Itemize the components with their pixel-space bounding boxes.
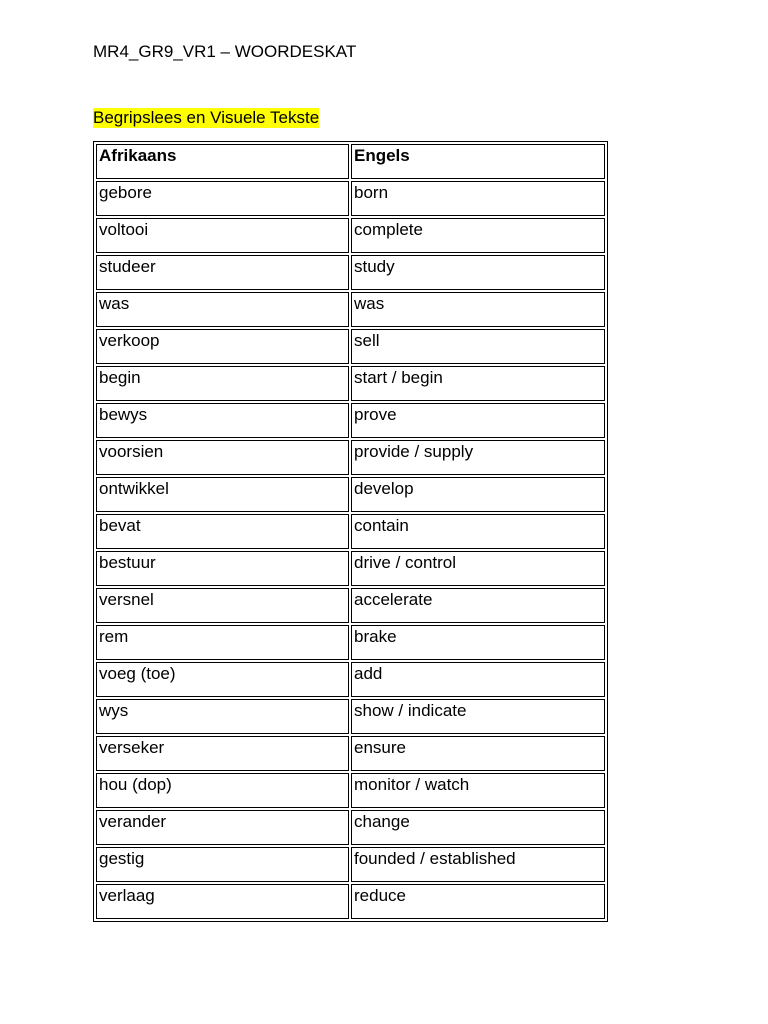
table-row (96, 514, 605, 549)
afrikaans-word: voltooi (96, 218, 349, 253)
afrikaans-word: verseker (96, 736, 349, 771)
table-row (96, 736, 605, 771)
header-engels: Engels (351, 144, 605, 179)
english-word: complete (351, 218, 605, 253)
afrikaans-word: rem (96, 625, 349, 660)
english-word: brake (351, 625, 605, 660)
english-word: start / begin (351, 366, 605, 401)
afrikaans-word: gebore (96, 181, 349, 216)
english-word: drive / control (351, 551, 605, 586)
afrikaans-word: verkoop (96, 329, 349, 364)
table-row (96, 625, 605, 660)
table-header-row (96, 144, 605, 179)
afrikaans-word: was (96, 292, 349, 327)
table-row (96, 181, 605, 216)
document-title: MR4_GR9_VR1 – WOORDESKAT (93, 42, 357, 61)
table-row (96, 255, 605, 290)
table-row (96, 403, 605, 438)
afrikaans-word: wys (96, 699, 349, 734)
afrikaans-word: verlaag (96, 884, 349, 919)
english-word: study (351, 255, 605, 290)
afrikaans-word: ontwikkel (96, 477, 349, 512)
afrikaans-word: gestig (96, 847, 349, 882)
section-heading-highlighted: Begripslees en Visuele Tekste (93, 108, 320, 127)
afrikaans-word: bevat (96, 514, 349, 549)
afrikaans-word: versnel (96, 588, 349, 623)
table-row (96, 440, 605, 475)
table-row (96, 329, 605, 364)
english-word: reduce (351, 884, 605, 919)
afrikaans-word: studeer (96, 255, 349, 290)
afrikaans-word: bestuur (96, 551, 349, 586)
afrikaans-word: hou (dop) (96, 773, 349, 808)
english-word: monitor / watch (351, 773, 605, 808)
afrikaans-word: verander (96, 810, 349, 845)
english-word: ensure (351, 736, 605, 771)
table-row (96, 218, 605, 253)
afrikaans-word: begin (96, 366, 349, 401)
table-row (96, 847, 605, 882)
table-row (96, 588, 605, 623)
english-word: was (351, 292, 605, 327)
table-row (96, 662, 605, 697)
english-word: add (351, 662, 605, 697)
english-word: provide / supply (351, 440, 605, 475)
english-word: accelerate (351, 588, 605, 623)
english-word: show / indicate (351, 699, 605, 734)
table-row (96, 699, 605, 734)
table-row (96, 884, 605, 919)
table-row (96, 773, 605, 808)
english-word: sell (351, 329, 605, 364)
table-row (96, 366, 605, 401)
english-word: change (351, 810, 605, 845)
afrikaans-word: bewys (96, 403, 349, 438)
table-row (96, 292, 605, 327)
vocabulary-table (93, 141, 608, 922)
english-word: develop (351, 477, 605, 512)
afrikaans-word: voorsien (96, 440, 349, 475)
table-row (96, 477, 605, 512)
header-afrikaans: Afrikaans (96, 144, 349, 179)
english-word: prove (351, 403, 605, 438)
table-row (96, 551, 605, 586)
english-word: founded / established (351, 847, 605, 882)
table-row (96, 810, 605, 845)
afrikaans-word: voeg (toe) (96, 662, 349, 697)
english-word: born (351, 181, 605, 216)
english-word: contain (351, 514, 605, 549)
